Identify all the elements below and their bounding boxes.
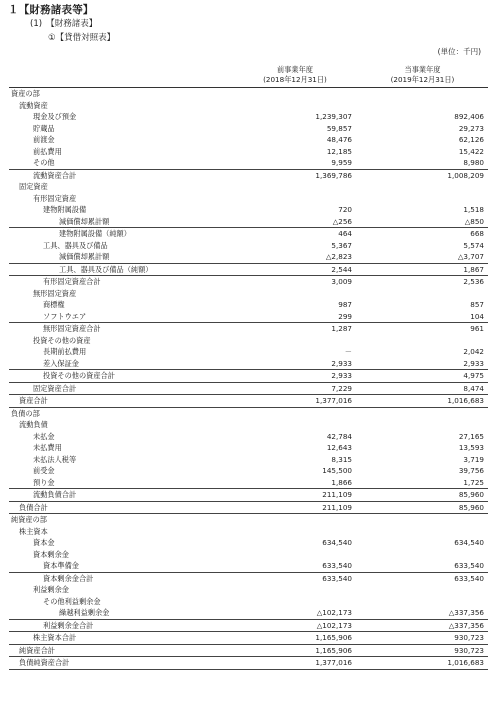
prev-period-label: 前事業年度 (277, 65, 313, 74)
curr-value: 634,540 (454, 538, 484, 547)
row-label: 現金及び預金 (33, 112, 77, 121)
row-label: 前払費用 (33, 146, 62, 156)
prev-value: 1,377,016 (315, 658, 352, 667)
row-label: 減価償却累計額 (59, 216, 110, 226)
curr-value: 633,540 (454, 561, 484, 570)
row-label: 資産合計 (19, 396, 48, 405)
row-label: 有形固定資産合計 (43, 277, 101, 286)
curr-value: 85,960 (458, 490, 484, 499)
column-header-curr (355, 65, 490, 85)
prev-value: 145,500 (322, 466, 352, 475)
prev-value: 2,933 (331, 358, 352, 368)
curr-value: 4,975 (463, 371, 484, 380)
row-label: 流動資産合計 (33, 170, 77, 180)
curr-value: 8,474 (463, 383, 484, 393)
row-label: 流動資産 (19, 100, 48, 110)
prev-value: 3,009 (331, 277, 352, 286)
prev-value: 1,369,786 (315, 170, 352, 180)
table-row (9, 181, 488, 193)
curr-value: △337,356 (448, 608, 484, 617)
row-label: 預り金 (33, 477, 55, 487)
row-label: 工具、器具及び備品（純額） (59, 264, 153, 274)
table-row (9, 204, 488, 216)
prev-value: 48,476 (326, 135, 352, 144)
row-label: ソフトウエア (43, 311, 87, 321)
table-row (9, 134, 488, 146)
row-label: 固定資産合計 (33, 383, 77, 393)
table-row (9, 454, 488, 466)
curr-value: 39,756 (458, 466, 484, 475)
table-row (9, 632, 488, 645)
curr-value: 1,016,683 (447, 396, 484, 405)
table-row (9, 323, 488, 335)
table-row (9, 645, 488, 658)
table-row (9, 573, 488, 585)
table-row (9, 276, 488, 288)
table-row (9, 288, 488, 300)
prev-value: － (344, 347, 352, 356)
curr-value: 930,723 (454, 645, 484, 655)
prev-value: △102,173 (316, 608, 352, 617)
prev-value: 1,866 (331, 477, 352, 487)
prev-value: 9,959 (331, 158, 352, 167)
table-row (9, 560, 488, 573)
curr-value: 5,574 (463, 240, 484, 250)
prev-value: △102,173 (316, 620, 352, 630)
table-row (9, 477, 488, 490)
row-label: 有形固定資産 (33, 193, 77, 203)
table-row (9, 240, 488, 252)
row-label: 負債合計 (19, 502, 48, 512)
table-row (9, 228, 488, 240)
prev-value: 1,377,016 (315, 396, 352, 405)
table-row (9, 383, 488, 396)
curr-value: 2,536 (463, 277, 484, 286)
table-row (9, 146, 488, 158)
table-row (9, 264, 488, 277)
curr-value: 1,867 (463, 264, 484, 274)
table-row (9, 596, 488, 608)
curr-value: 85,960 (458, 502, 484, 512)
page-title: １【財務諸表等】 (8, 4, 94, 16)
curr-value: 668 (470, 229, 484, 238)
curr-value: 892,406 (454, 112, 484, 121)
prev-value: △2,823 (325, 252, 352, 261)
row-label: 負債純資産合計 (19, 658, 70, 667)
table-row (9, 193, 488, 205)
column-header-prev (230, 65, 360, 85)
table-row (9, 395, 488, 408)
row-label: 資産の部 (11, 89, 40, 98)
table-row (9, 431, 488, 443)
row-label: 資本剰余金合計 (43, 573, 94, 583)
curr-value: 857 (470, 300, 484, 309)
prev-value: 633,540 (322, 561, 352, 570)
prev-value: 211,109 (322, 490, 352, 499)
prev-value: 633,540 (322, 573, 352, 583)
curr-period-date: (2019年12月31日) (390, 75, 455, 84)
prev-value: 7,229 (331, 383, 352, 393)
row-label: 資本金 (33, 538, 55, 547)
table-row (9, 170, 488, 182)
curr-period-label: 当事業年度 (404, 65, 441, 74)
curr-value: △850 (464, 216, 484, 226)
prev-value: 59,857 (326, 123, 352, 133)
row-label: 工具、器具及び備品 (43, 240, 108, 250)
table-row (9, 408, 488, 420)
prev-value: 8,315 (331, 454, 352, 464)
table-row (9, 514, 488, 526)
row-label: 無形固定資産 (33, 288, 77, 298)
curr-value: 2,042 (463, 347, 484, 356)
table-row (9, 100, 488, 112)
curr-value: 1,518 (463, 205, 484, 214)
table-row (9, 620, 488, 633)
prev-value: 1,165,906 (315, 645, 352, 655)
row-label: 負債の部 (11, 408, 40, 418)
table-row (9, 335, 488, 347)
row-label: 前渡金 (33, 135, 55, 144)
row-label: 建物附属設備 (43, 205, 87, 214)
table-row (9, 526, 488, 538)
curr-value: 633,540 (454, 573, 484, 583)
prev-value: 2,933 (331, 371, 352, 380)
row-label: 無形固定資産合計 (43, 324, 101, 333)
curr-value: △3,707 (457, 252, 484, 261)
balance-sheet-table (9, 87, 488, 670)
row-label: 未払法人税等 (33, 454, 77, 464)
row-label: その他 (33, 158, 55, 167)
row-label: 純資産の部 (11, 515, 47, 524)
unit-label: (単位：千円) (437, 47, 481, 56)
row-label: 投資その他の資産 (33, 335, 91, 345)
prev-value: 12,643 (326, 443, 352, 452)
table-row (9, 157, 488, 170)
table-row (9, 502, 488, 515)
table-row (9, 584, 488, 596)
row-label: 差入保証金 (43, 358, 79, 368)
table-row (9, 442, 488, 454)
prev-value: 12,185 (326, 146, 352, 156)
curr-value: 104 (470, 311, 484, 321)
row-label: 株主資本合計 (33, 633, 77, 642)
prev-value: 1,239,307 (315, 112, 352, 121)
row-label: 利益剰余金 (33, 585, 69, 594)
row-label: 未払金 (33, 431, 55, 441)
row-label: 前受金 (33, 466, 55, 475)
table-row (9, 123, 488, 135)
row-label: 建物附属設備（純額） (59, 229, 131, 238)
row-label: 流動負債 (19, 420, 48, 429)
row-label: 株主資本 (19, 526, 48, 536)
prev-period-date: (2018年12月31日) (263, 75, 327, 84)
prev-value: △256 (332, 216, 352, 226)
prev-value: 299 (338, 311, 352, 321)
prev-value: 211,109 (322, 502, 352, 512)
curr-value: 1,016,683 (447, 658, 484, 667)
curr-value: 27,165 (458, 431, 484, 441)
section-heading: ①【貸借対照表】 (48, 33, 116, 43)
prev-value: 464 (338, 229, 352, 238)
curr-value: 930,723 (454, 633, 484, 642)
curr-value: 29,273 (458, 123, 484, 133)
row-label: 固定資産 (19, 182, 48, 191)
row-label: 長期前払費用 (43, 347, 87, 356)
table-row (9, 88, 488, 100)
table-row (9, 549, 488, 561)
row-label: 未払費用 (33, 443, 62, 452)
row-label: 資本準備金 (43, 561, 79, 570)
curr-value: 1,008,209 (447, 170, 484, 180)
row-label: 純資産合計 (19, 645, 55, 655)
table-row (9, 370, 488, 383)
table-row (9, 251, 488, 264)
row-label: 繰越利益剰余金 (59, 608, 110, 617)
table-row (9, 537, 488, 549)
row-label: 投資その他の資産合計 (43, 371, 115, 380)
row-label: 利益剰余金合計 (43, 620, 94, 630)
row-label: 減価償却累計額 (59, 252, 110, 261)
curr-value: △337,356 (448, 620, 484, 630)
curr-value: 1,725 (463, 477, 484, 487)
table-row (9, 419, 488, 431)
prev-value: 5,367 (331, 240, 352, 250)
row-label: 貯蔵品 (33, 123, 55, 133)
curr-value: 961 (470, 324, 484, 333)
row-label: 資本剰余金 (33, 549, 69, 559)
curr-value: 13,593 (458, 443, 484, 452)
section-subtitle: (1) 【財務諸表】 (30, 19, 98, 29)
row-label: 商標権 (43, 300, 65, 309)
prev-value: 2,544 (331, 264, 352, 274)
table-row (9, 111, 488, 123)
row-label: その他利益剰余金 (43, 596, 101, 606)
table-row (9, 607, 488, 620)
row-label: 流動負債合計 (33, 490, 77, 499)
curr-value: 15,422 (458, 146, 484, 156)
prev-value: 987 (338, 300, 352, 309)
prev-value: 42,784 (326, 431, 352, 441)
table-row (9, 657, 488, 670)
table-row (9, 311, 488, 324)
table-row (9, 299, 488, 311)
curr-value: 62,126 (458, 135, 484, 144)
table-row (9, 358, 488, 371)
curr-value: 8,980 (463, 158, 484, 167)
prev-value: 634,540 (322, 538, 352, 547)
curr-value: 2,933 (463, 358, 484, 368)
table-row (9, 465, 488, 477)
curr-value: 3,719 (463, 454, 484, 464)
prev-value: 1,287 (331, 324, 352, 333)
table-row (9, 489, 488, 502)
table-row (9, 216, 488, 229)
table-row (9, 346, 488, 358)
prev-value: 1,165,906 (315, 633, 352, 642)
prev-value: 720 (338, 205, 352, 214)
